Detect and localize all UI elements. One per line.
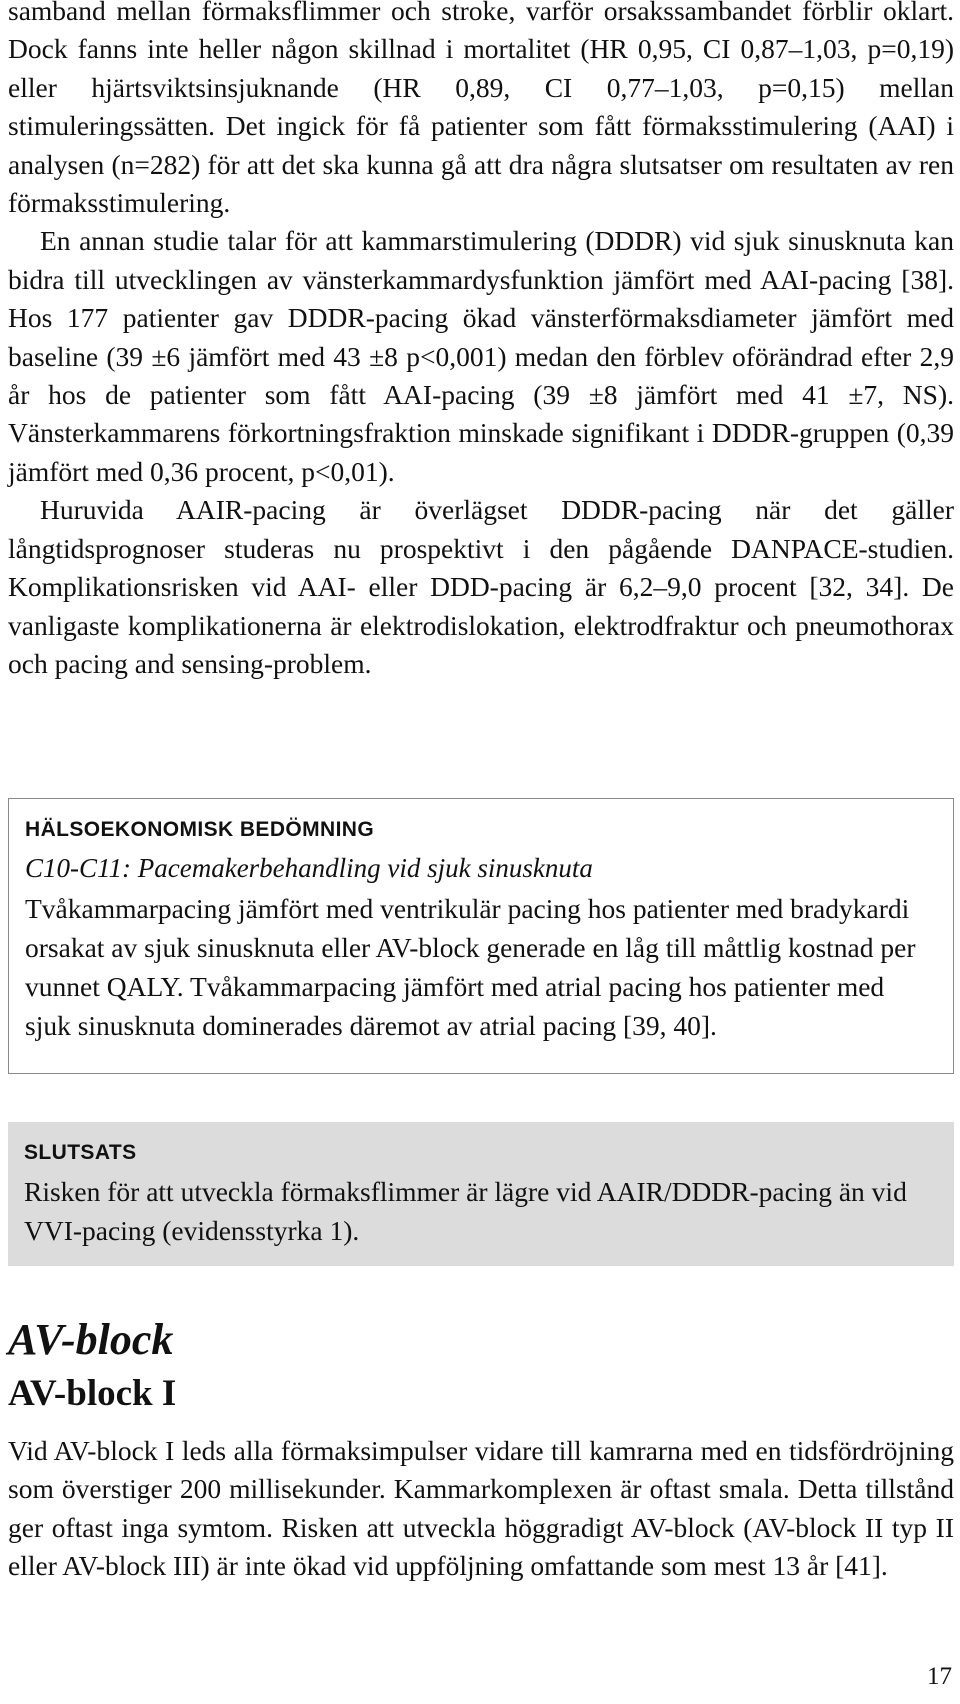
health-economics-heading: HÄLSOEKONOMISK BEDÖMNING (25, 818, 375, 841)
health-economics-box (8, 798, 954, 1074)
page-number: 17 (927, 1663, 952, 1690)
conclusion-text: Risken för att utveckla förmaksflimmer är lägre vid AAIR/DDDR-pacing än vid VVI-pacing (evidensstyrka 1). (24, 1176, 907, 1246)
conclusion-heading: SLUTSATS (24, 1141, 137, 1164)
section-body (8, 1432, 954, 1586)
section-paragraph: Vid AV-block I leds alla förmaksimpulser vidare till kamrarna med en tidsfördröjning som överstiger 200 millisekunder. Kammarkomplexen är oftast smala. Detta tillstånd ger oftast inga symtom. Risken att utveckla höggradigt AV-block (AV-block II typ II eller AV-block III) är inte ökad vid uppföljning omfattande som mest 13 år [41]. (8, 1435, 954, 1582)
section-title: AV-block (8, 1315, 174, 1364)
body-paragraph-1: samband mellan förmaksflimmer och stroke, varför orsakssambandet förblir oklart. Dock fanns inte heller någon skillnad i mortalitet (HR 0,95, CI 0,87–1,03, p=0,19) eller hjärtsviktsinsjuknande (HR 0,89, CI 0,77–1,03, p=0,15) mellan stimuleringssätten. Det ingick för få patienter som fått förmaksstimulering (AAI) i analysen (n=282) för att det ska kunna gå att dra några slutsatser om resultaten av ren förmaksstimulering. (8, 0, 954, 219)
body-text (8, 0, 954, 683)
section-subtitle: AV-block I (8, 1373, 177, 1414)
health-economics-text: Tvåkammarpacing jämfört med ventrikulär pacing hos patienter med bradykardi orsakat av sjuk sinusknuta eller AV-block generade en låg till måttlig kostnad per vunnet QALY. Tvåkammarpacing jämfört med atrial pacing hos patienter med sjuk sinusknuta dominerades däremot av atrial pacing [39, 40]. (25, 893, 916, 1041)
health-economics-subtitle: C10-C11: Pacemakerbehandling vid sjuk sinusknuta (25, 853, 593, 883)
body-paragraph-2: En annan studie talar för att kammarstimulering (DDDR) vid sjuk sinusknuta kan bidra till utvecklingen av vänsterkammardysfunktion jämfört med AAI-pacing [38]. Hos 177 patienter gav DDDR-pacing ökad vänsterförmaksdiameter jämfört med baseline (39 ±6 jämfört med 43 ±8 p<0,001) medan den förblev oförändrad efter 2,9 år hos de patienter som fått AAI-pacing (39 ±8 jämfört med 41 ±7, NS). Vänsterkammarens förkortningsfraktion minskade signifikant i DDDR-gruppen (0,39 jämfört med 0,36 procent, p<0,01). (8, 225, 954, 487)
conclusion-box (8, 1122, 954, 1266)
body-paragraph-3: Huruvida AAIR-pacing är överlägset DDDR-pacing när det gäller långtidsprognoser studeras nu prospektivt i den pågående DANPACE-studien. Komplikationsrisken vid AAI- eller DDD-pacing är 6,2–9,0 procent [32, 34]. De vanligaste komplikationerna är elektrodislokation, elektrodfraktur och pneumothorax och pacing and sensing-problem. (8, 494, 954, 679)
